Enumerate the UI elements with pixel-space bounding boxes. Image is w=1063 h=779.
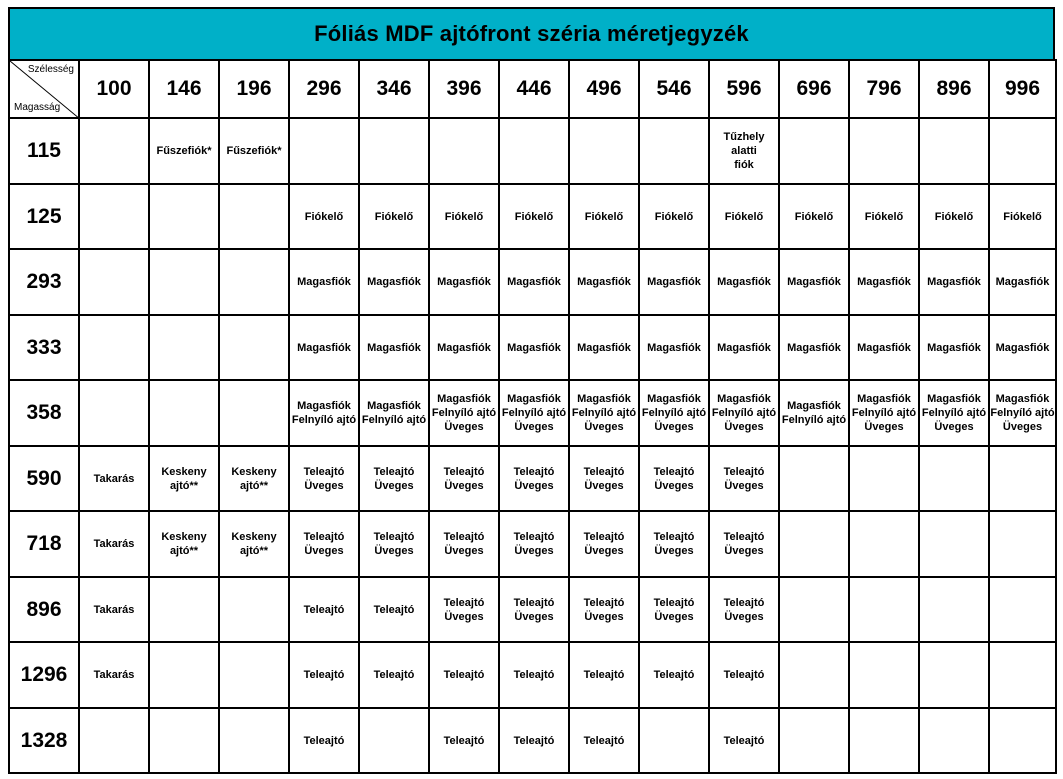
table-cell: Teleajtó (639, 642, 709, 708)
table-cell: Teleajtó (359, 642, 429, 708)
table-cell: Teleajtó (429, 708, 499, 773)
table-cell: Teleajtó Üveges (569, 577, 639, 642)
table-cell (219, 380, 289, 446)
table-cell: Fiókelő (849, 184, 919, 249)
header-row (9, 60, 1056, 118)
table-cell: Magasfiók Felnyíló ajtó Üveges (639, 380, 709, 446)
table-cell: Takarás (79, 642, 149, 708)
table-cell (149, 708, 219, 773)
table-cell (149, 315, 219, 380)
table-cell: Magasfiók Felnyíló ajtó (359, 380, 429, 446)
table-cell (79, 249, 149, 315)
table-cell (849, 511, 919, 577)
table-cell: Magasfiók (709, 249, 779, 315)
column-header-width-346: 346 (359, 60, 429, 118)
table-cell: Teleajtó Üveges (639, 577, 709, 642)
table-cell: Teleajtó (569, 708, 639, 773)
table-cell: Magasfiók (359, 249, 429, 315)
table-cell: Teleajtó (289, 577, 359, 642)
table-cell (569, 118, 639, 184)
column-header-width-496: 496 (569, 60, 639, 118)
table-cell: Magasfiók (919, 315, 989, 380)
table-cell (849, 446, 919, 511)
table-cell: Fiókelő (709, 184, 779, 249)
table-cell: Magasfiók (709, 315, 779, 380)
row-header-height-1328: 1328 (9, 708, 79, 773)
table-cell: Teleajtó Üveges (709, 511, 779, 577)
column-header-width-100: 100 (79, 60, 149, 118)
table-cell: Keskeny ajtó** (149, 446, 219, 511)
table-cell: Teleajtó Üveges (499, 446, 569, 511)
table-cell: Magasfiók Felnyíló ajtó Üveges (499, 380, 569, 446)
table-cell (79, 184, 149, 249)
table-cell: Magasfiók (989, 315, 1056, 380)
table-cell (919, 511, 989, 577)
table-cell: Keskeny ajtó** (219, 446, 289, 511)
table-cell: Magasfiók (779, 315, 849, 380)
table-row (9, 511, 1056, 577)
table-cell (989, 511, 1056, 577)
row-header-height-358: 358 (9, 380, 79, 446)
table-cell: Teleajtó Üveges (569, 446, 639, 511)
table-cell: Teleajtó Üveges (499, 511, 569, 577)
table-row (9, 642, 1056, 708)
table-cell (919, 118, 989, 184)
table-cell: Teleajtó Üveges (289, 446, 359, 511)
column-header-width-796: 796 (849, 60, 919, 118)
table-cell: Magasfiók (779, 249, 849, 315)
table-cell (219, 642, 289, 708)
table-cell (989, 642, 1056, 708)
table-cell: Takarás (79, 446, 149, 511)
table-cell: Takarás (79, 511, 149, 577)
table-cell: Teleajtó Üveges (709, 577, 779, 642)
table-cell: Magasfiók (849, 249, 919, 315)
column-header-width-996: 996 (989, 60, 1056, 118)
table-row (9, 118, 1056, 184)
table-cell (779, 118, 849, 184)
row-header-height-1296: 1296 (9, 642, 79, 708)
table-cell: Teleajtó (499, 708, 569, 773)
table-cell (919, 446, 989, 511)
table-cell: Teleajtó (709, 642, 779, 708)
column-header-width-396: 396 (429, 60, 499, 118)
table-cell (779, 708, 849, 773)
row-header-height-293: 293 (9, 249, 79, 315)
table-cell: Teleajtó Üveges (359, 511, 429, 577)
table-cell: Magasfiók Felnyíló ajtó (289, 380, 359, 446)
column-header-width-596: 596 (709, 60, 779, 118)
table-cell: Magasfiók Felnyíló ajtó (779, 380, 849, 446)
table-cell (849, 642, 919, 708)
table-cell (359, 708, 429, 773)
table-cell: Magasfiók (569, 249, 639, 315)
table-cell: Fiókelő (499, 184, 569, 249)
column-header-width-296: 296 (289, 60, 359, 118)
table-cell (849, 118, 919, 184)
table-cell: Teleajtó Üveges (359, 446, 429, 511)
table-cell: Magasfiók (569, 315, 639, 380)
table-cell: Teleajtó (289, 708, 359, 773)
table-cell: Magasfiók (499, 315, 569, 380)
row-header-height-718: 718 (9, 511, 79, 577)
table-cell (149, 642, 219, 708)
table-cell (79, 118, 149, 184)
table-cell: Fiókelő (429, 184, 499, 249)
table-cell: Teleajtó (429, 642, 499, 708)
row-header-height-115: 115 (9, 118, 79, 184)
table-row (9, 577, 1056, 642)
table-row (9, 315, 1056, 380)
table-cell (149, 380, 219, 446)
table-cell: Keskeny ajtó** (219, 511, 289, 577)
row-header-height-333: 333 (9, 315, 79, 380)
table-cell: Magasfiók (289, 315, 359, 380)
table-cell: Teleajtó Üveges (709, 446, 779, 511)
table-row (9, 249, 1056, 315)
column-header-width-546: 546 (639, 60, 709, 118)
table-cell (499, 118, 569, 184)
table-row (9, 446, 1056, 511)
height-axis-label: Magasság (14, 102, 61, 113)
size-table (8, 59, 1057, 774)
table-cell: Fiókelő (359, 184, 429, 249)
table-cell (919, 708, 989, 773)
table-cell: Teleajtó Üveges (289, 511, 359, 577)
table-cell: Teleajtó Üveges (429, 511, 499, 577)
table-cell: Magasfiók Felnyíló ajtó Üveges (429, 380, 499, 446)
table-cell (79, 708, 149, 773)
table-cell (919, 577, 989, 642)
title-banner (8, 7, 1055, 61)
column-header-width-196: 196 (219, 60, 289, 118)
width-axis-label: Szélesség (27, 64, 74, 75)
table-cell (989, 446, 1056, 511)
table-cell (989, 577, 1056, 642)
table-cell: Fiókelő (919, 184, 989, 249)
row-header-height-896: 896 (9, 577, 79, 642)
table-cell: Teleajtó (709, 708, 779, 773)
table-cell: Fiókelő (989, 184, 1056, 249)
table-cell (219, 184, 289, 249)
table-cell (639, 118, 709, 184)
table-cell (919, 642, 989, 708)
table-cell: Keskeny ajtó** (149, 511, 219, 577)
table-cell: Magasfiók (429, 249, 499, 315)
table-cell (219, 577, 289, 642)
table-cell: Fiókelő (289, 184, 359, 249)
column-header-width-446: 446 (499, 60, 569, 118)
table-cell: Teleajtó Üveges (429, 446, 499, 511)
row-header-height-125: 125 (9, 184, 79, 249)
table-cell (779, 577, 849, 642)
table-row (9, 380, 1056, 446)
table-cell: Tűzhely alatti fiók (709, 118, 779, 184)
table-cell (79, 380, 149, 446)
table-cell (989, 118, 1056, 184)
column-header-width-896: 896 (919, 60, 989, 118)
table-cell: Takarás (79, 577, 149, 642)
table-cell (849, 708, 919, 773)
table-cell (779, 511, 849, 577)
table-cell (289, 118, 359, 184)
table-cell (779, 446, 849, 511)
row-header-height-590: 590 (9, 446, 79, 511)
table-cell: Magasfiók (989, 249, 1056, 315)
table-cell: Teleajtó Üveges (499, 577, 569, 642)
table-cell: Teleajtó Üveges (639, 511, 709, 577)
table-cell (219, 708, 289, 773)
table-cell: Magasfiók (499, 249, 569, 315)
table-body (9, 60, 1056, 773)
table-cell (149, 184, 219, 249)
column-header-width-146: 146 (149, 60, 219, 118)
table-cell: Fiókelő (639, 184, 709, 249)
table-cell (79, 315, 149, 380)
table-cell: Magasfiók Felnyíló ajtó Üveges (919, 380, 989, 446)
table-cell (219, 315, 289, 380)
table-cell: Magasfiók (919, 249, 989, 315)
table-cell: Magasfiók (429, 315, 499, 380)
table-cell: Fűszefiók* (149, 118, 219, 184)
table-cell: Teleajtó (499, 642, 569, 708)
table-cell: Teleajtó Üveges (429, 577, 499, 642)
table-cell (989, 708, 1056, 773)
table-cell: Magasfiók Felnyíló ajtó Üveges (709, 380, 779, 446)
table-cell (429, 118, 499, 184)
table-cell: Magasfiók (359, 315, 429, 380)
table-cell (219, 249, 289, 315)
table-row (9, 184, 1056, 249)
table-cell (639, 708, 709, 773)
table-cell: Magasfiók (849, 315, 919, 380)
table-row (9, 708, 1056, 773)
table-cell: Magasfiók Felnyíló ajtó Üveges (849, 380, 919, 446)
table-cell (359, 118, 429, 184)
table-cell (149, 577, 219, 642)
table-cell: Teleajtó (289, 642, 359, 708)
table-cell: Fiókelő (569, 184, 639, 249)
table-cell: Fiókelő (779, 184, 849, 249)
table-cell: Magasfiók (639, 249, 709, 315)
page-title: Fóliás MDF ajtófront széria méretjegyzék (314, 21, 749, 46)
table-cell: Teleajtó (359, 577, 429, 642)
table-cell: Magasfiók (289, 249, 359, 315)
table-cell: Fűszefiók* (219, 118, 289, 184)
table-cell (849, 577, 919, 642)
table-cell: Magasfiók Felnyíló ajtó Üveges (569, 380, 639, 446)
table-cell (779, 642, 849, 708)
column-header-width-696: 696 (779, 60, 849, 118)
table-cell (149, 249, 219, 315)
table-cell: Magasfiók (639, 315, 709, 380)
corner-cell (9, 60, 79, 118)
table-cell: Teleajtó Üveges (569, 511, 639, 577)
table-cell: Teleajtó Üveges (639, 446, 709, 511)
table-cell: Magasfiók Felnyíló ajtó Üveges (989, 380, 1056, 446)
table-cell: Teleajtó (569, 642, 639, 708)
